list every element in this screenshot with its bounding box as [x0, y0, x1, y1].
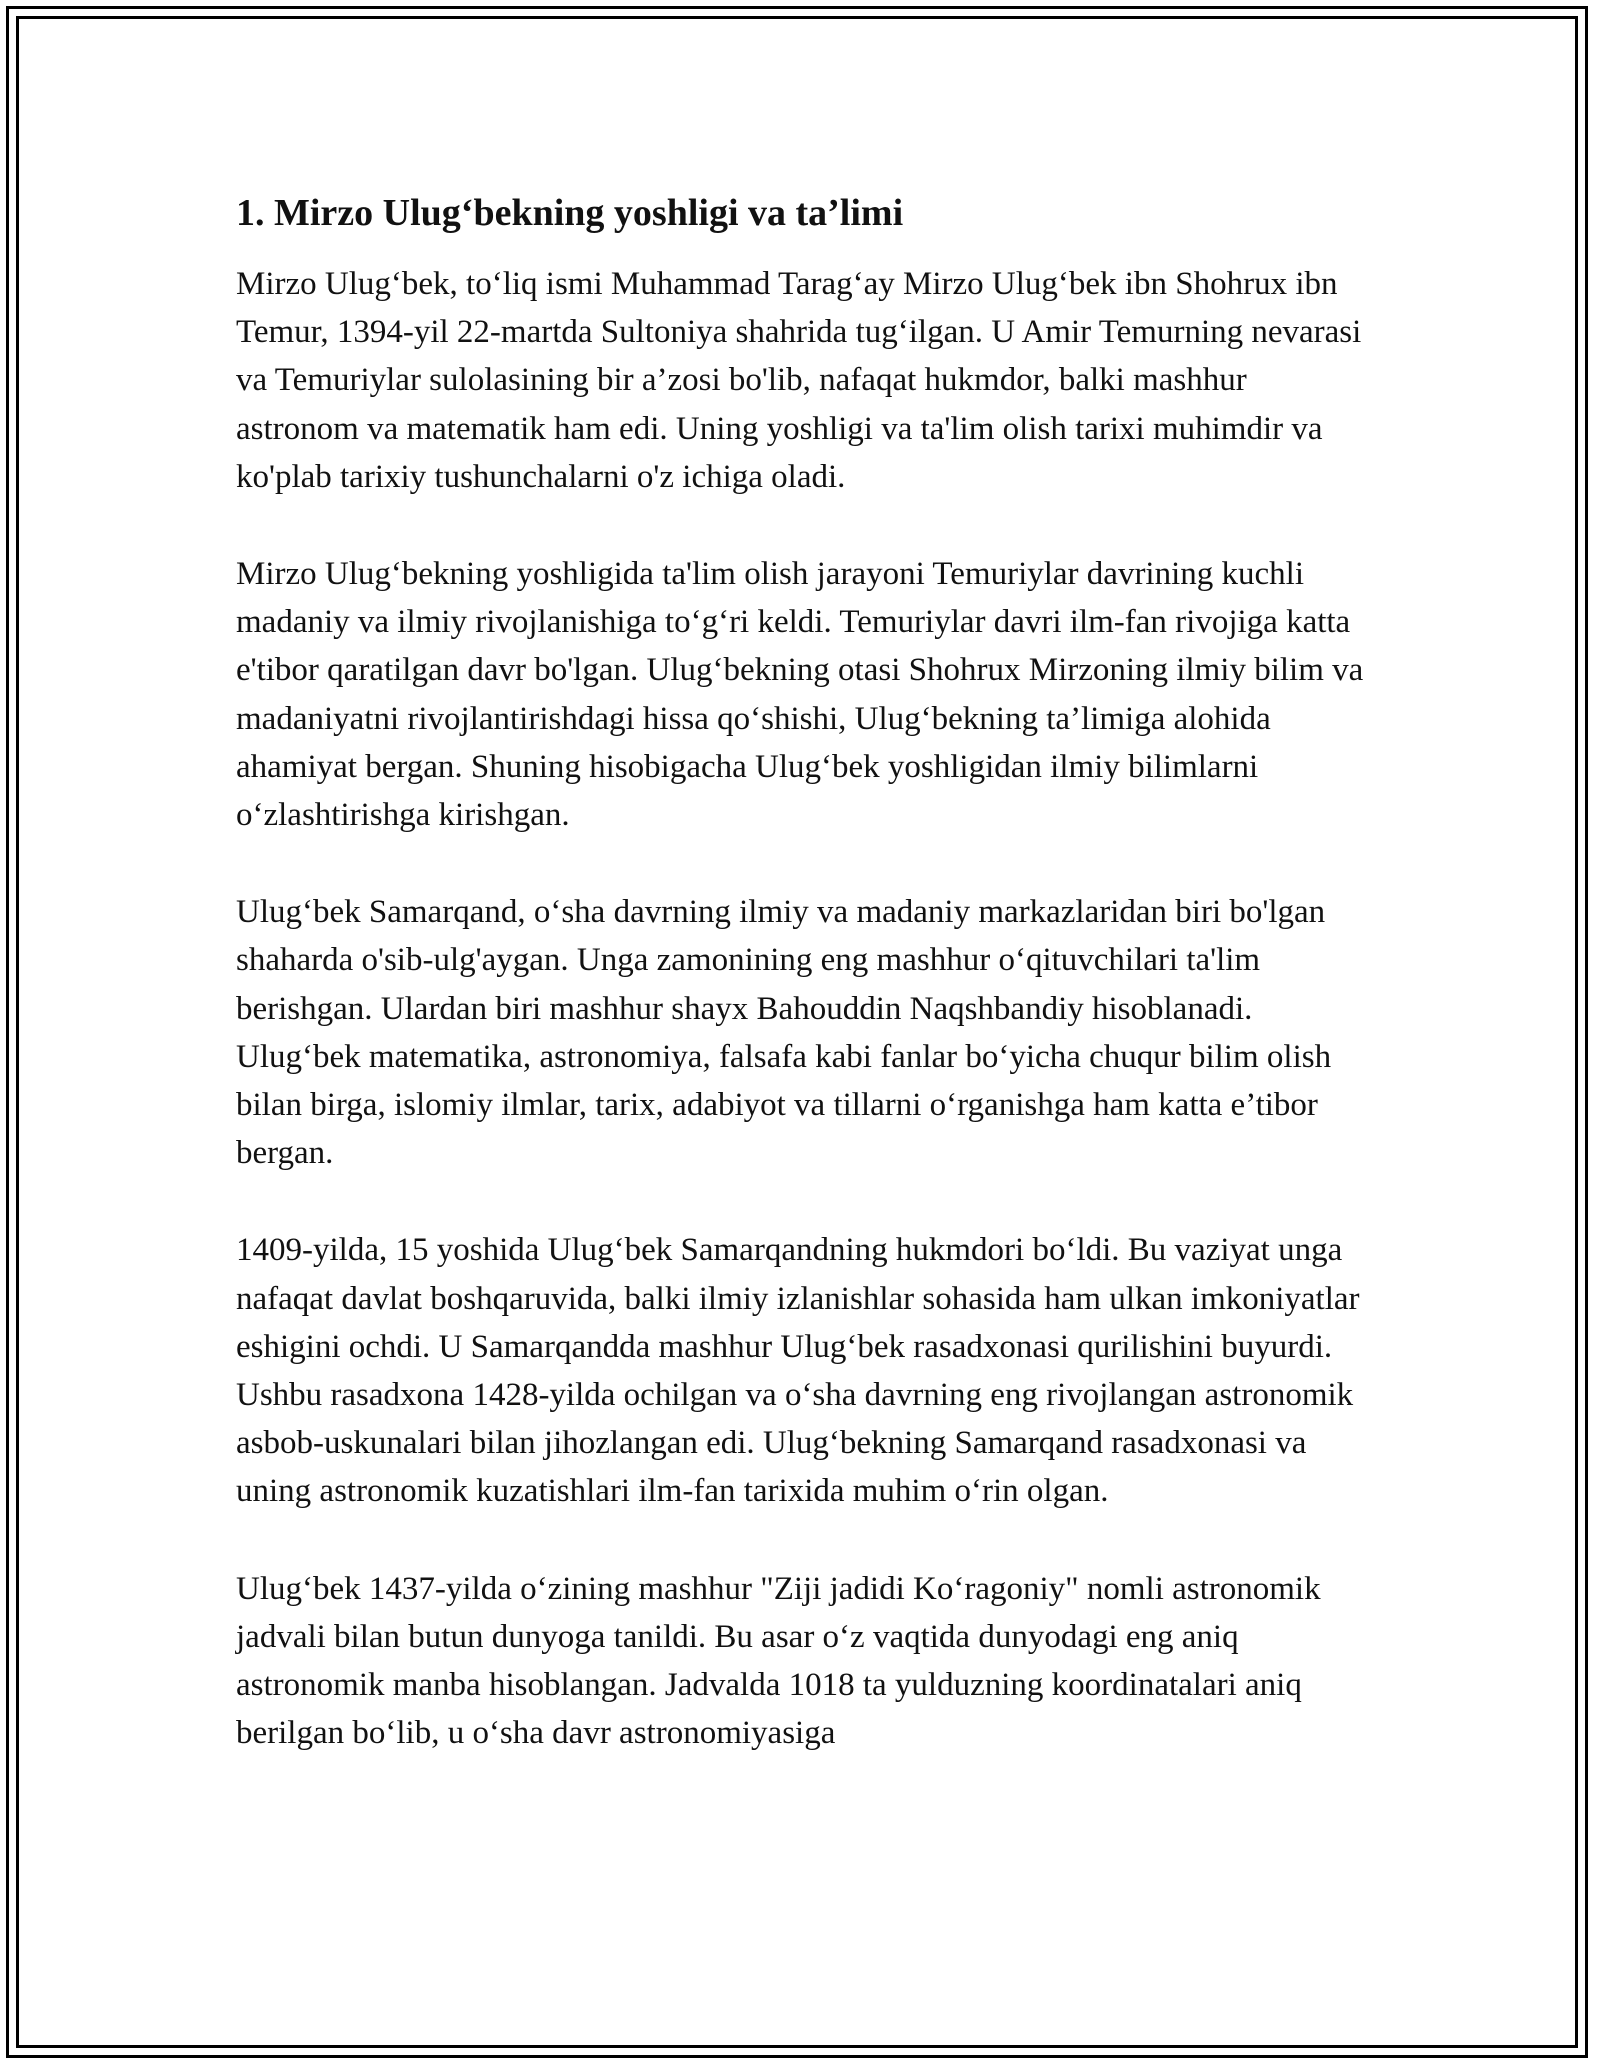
paragraph-3: Ulug‘bek Samarqand, o‘sha davrning ilmiy va madaniy markazlaridan biri bo'lgan shaharda o'sib-ulg'aygan. Unga zamonining eng mashhur o‘qituvchilari ta'lim berishgan. Ulardan biri mashhur shayx Bahouddin Naqshbandiy hisoblanadi. Ulug‘bek matematika, astronomiya, falsafa kabi fanlar bo‘yicha chuqur bilim olish bilan birga, islomiy ilmlar, tarix, adabiyot va tillarni o‘rganishga ham katta e’tibor bergan.: [236, 894, 1332, 1172]
paragraph-1: Mirzo Ulug‘bek, to‘liq ismi Muhammad Tarag‘ay Mirzo Ulug‘bek ibn Shohrux ibn Temur, 1394-yil 22-martda Sultoniya shahrida tug‘ilgan. U Amir Temurning nevarasi va Temuriylar sulolasining bir a’zosi bo'lib, nafaqat hukmdor, balki mashhur astronom va matematik ham edi. Uning yoshligi va ta'lim olish tarixi muhimdir va ko'plab tarixiy tushunchalarni o'z ichiga oladi.: [236, 266, 1362, 495]
document-body: [236, 186, 1376, 1806]
paragraph-5: Ulug‘bek 1437-yilda o‘zining mashhur "Ziji jadidi Ko‘ragoniy" nomli astronomik jadvali bilan butun dunyoga tanildi. Bu asar o‘z vaqtida dunyodagi eng aniq astronomik manba hisoblangan. Jadvalda 1018 ta yulduzning koordinatalari aniq berilgan bo‘lib, u o‘sha davr astronomiyasiga: [236, 1570, 1321, 1752]
section-heading: 1. Mirzo Ulug‘bekning yoshligi va ta’limi: [236, 192, 904, 234]
paragraph-2: Mirzo Ulug‘bekning yoshligida ta'lim olish jarayoni Temuriylar davrining kuchli madaniy va ilmiy rivojlanishiga to‘g‘ri keldi. Temuriylar davri ilm-fan rivojiga katta e'tibor qaratilgan davr bo'lgan. Ulug‘bekning otasi Shohrux Mirzoning ilmiy bilim va madaniyatni rivojlantirishdagi hissa qo‘shishi, Ulug‘bekning ta’limiga alohida ahamiyat bergan. Shuning hisobigacha Ulug‘bek yoshligidan ilmiy bilimlarni o‘zlashtirishga kirishgan.: [236, 556, 1364, 834]
paragraph-4: 1409-yilda, 15 yoshida Ulug‘bek Samarqandning hukmdori bo‘ldi. Bu vaziyat unga nafaqat davlat boshqaruvida, balki ilmiy izlanishlar sohasida ham ulkan imkoniyatlar eshigini ochdi. U Samarqandda mashhur Ulug‘bek rasadxonasi qurilishini buyurdi. Ushbu rasadxona 1428-yilda ochilgan va o‘sha davrning eng rivojlangan astronomik asbob-uskunalari bilan jihozlangan edi. Ulug‘bekning Samarqand rasadxonasi va uning astronomik kuzatishlari ilm-fan tarixida muhim o‘rin olgan.: [236, 1232, 1360, 1510]
